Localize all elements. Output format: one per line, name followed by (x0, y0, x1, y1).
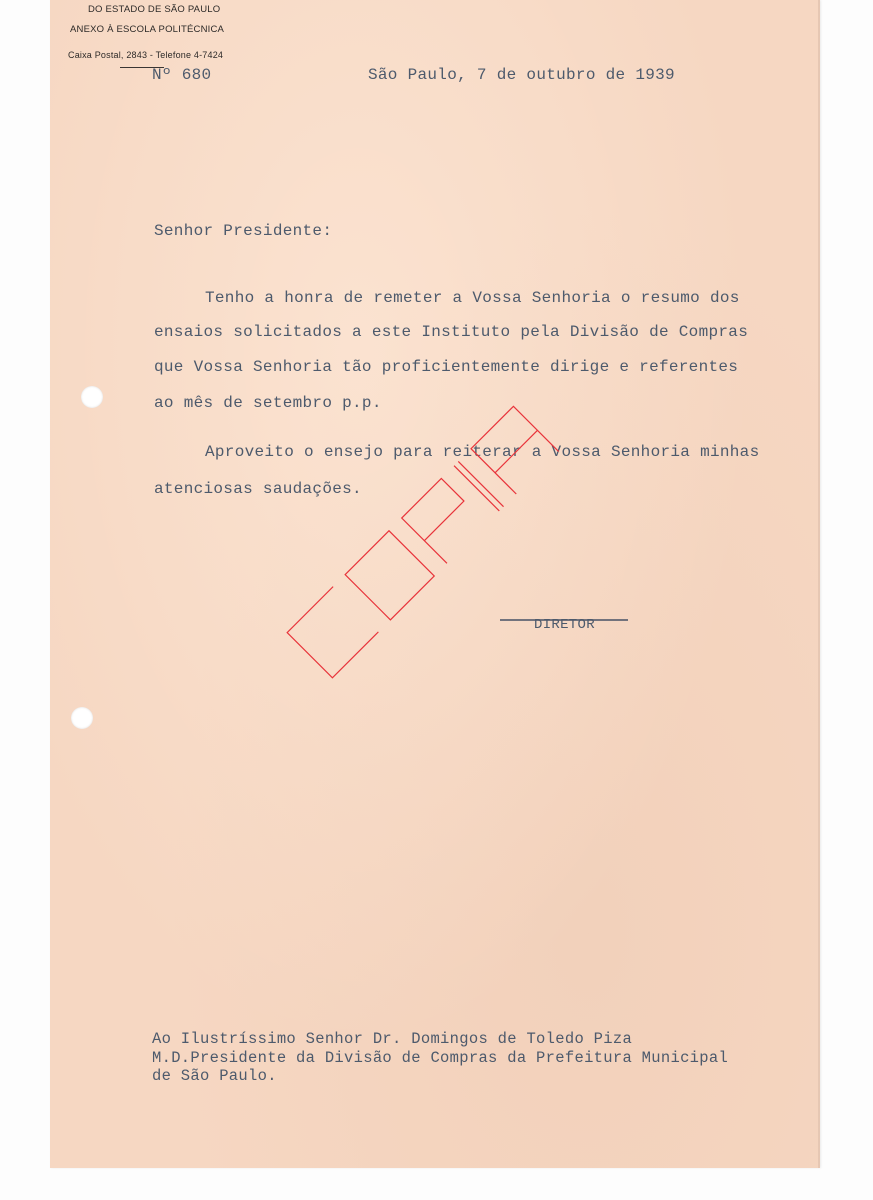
paragraph2-line: Aproveito o ensejo para reiterar a Vossa Senhoria minhas (205, 443, 760, 461)
addressee-line: M.D.Presidente da Divisão de Compras da Prefeitura Municipal (152, 1049, 729, 1067)
punch-hole-bottom (71, 707, 93, 729)
paragraph2-line: atenciosas saudações. (154, 480, 362, 498)
letterhead-contact: Caixa Postal, 2843 - Telefone 4-7424 (68, 50, 224, 60)
paragraph1-line: Tenho a honra de remeter a Vossa Senhoria o resumo dos (205, 289, 740, 307)
stamp-label: COPIA (240, 355, 244, 356)
salutation: Senhor Presidente: (154, 222, 333, 240)
sheet-edge (818, 0, 820, 1168)
copia-stamp (240, 355, 620, 715)
letterhead-institution: ANEXO À ESCOLA POLITÉCNICA (70, 24, 225, 35)
stamp-letter-c (287, 587, 378, 678)
paragraph1-line: ao mês de setembro p.p. (154, 394, 382, 412)
paragraph1-line: que Vossa Senhoria tão proficientemente dirige e referentes (154, 358, 739, 376)
place-date: São Paulo, 7 de outubro de 1939 (368, 66, 675, 84)
addressee-line: Ao Ilustríssimo Senhor Dr. Domingos de Toledo Piza (152, 1030, 633, 1048)
addressee-line: de São Paulo. (152, 1067, 277, 1085)
punch-hole-top (81, 386, 103, 408)
stamp-letter-p (402, 478, 487, 563)
stamp-letter-a (471, 406, 559, 494)
paragraph1-line: ensaios solicitados a este Instituto pela Divisão de Compras (154, 323, 749, 341)
document-number: Nº 680 (152, 66, 212, 84)
signature-title: DIRETOR (534, 617, 595, 633)
letterhead-state: DO ESTADO DE SÃO PAULO (88, 4, 221, 15)
stamp-letter-o (345, 531, 434, 620)
